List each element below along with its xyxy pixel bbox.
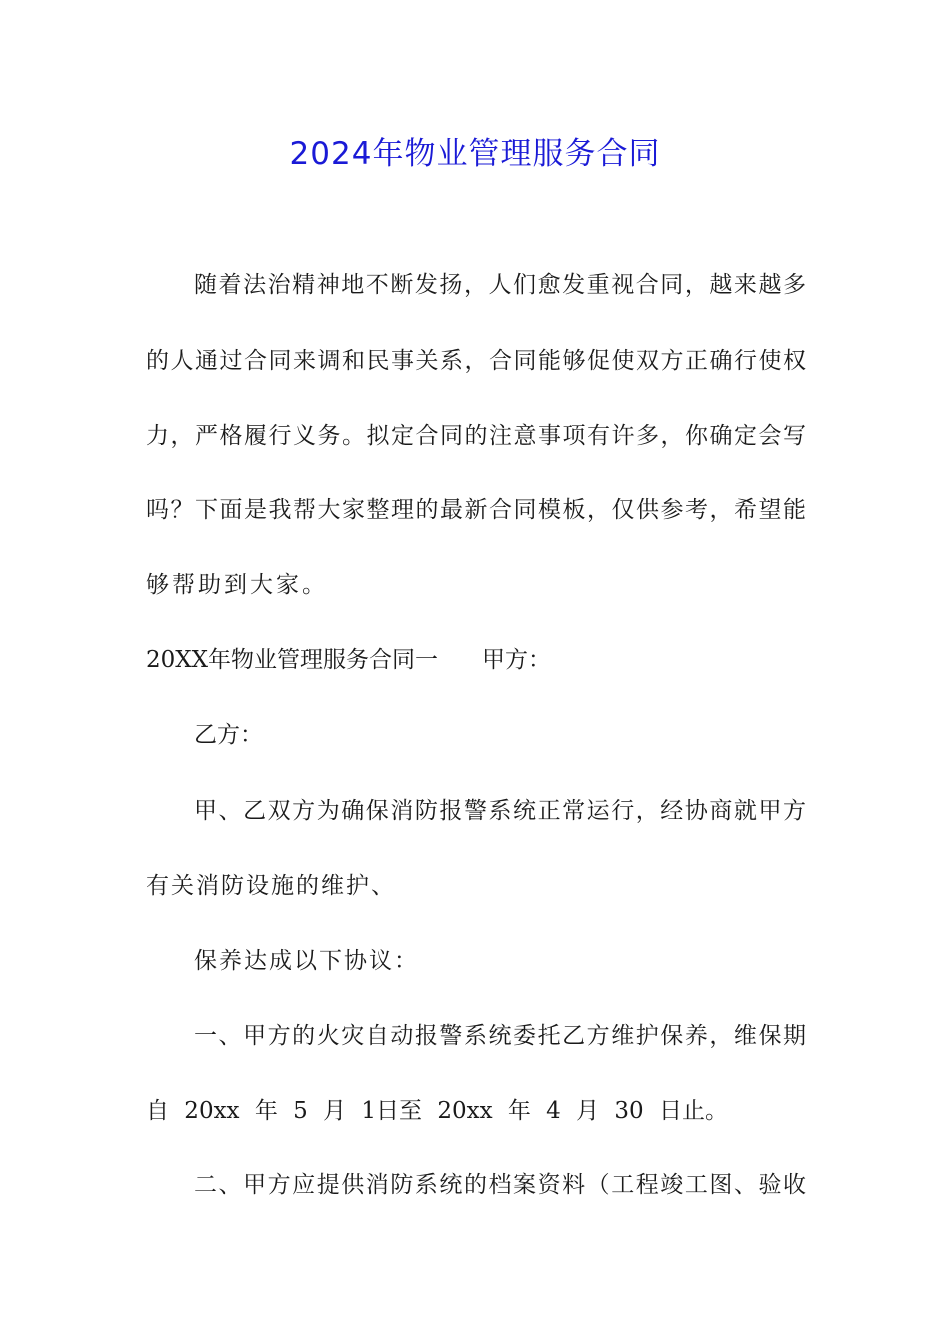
agreement-line-3: 保养达成以下协议： [194,948,419,974]
contract-heading-line [146,645,806,675]
agreement-line-2: 有关消防设施的维护、 [146,873,396,899]
clause-1-line-2: 自 20xx 年 5 月 1日至 20xx 年 4 月 30 日止。 [146,1098,729,1124]
party-b-label: 乙方： [194,722,263,748]
contract-heading: 20XX年物业管理服务合同一 [146,647,439,673]
intro-line-2: 的人通过合同来调和民事关系，合同能够促使双方正确行使权 [146,348,806,374]
document-title: 2024年物业管理服务合同 [289,136,661,172]
intro-line-5: 够帮助到大家。 [146,572,328,598]
clause-1-line-1: 一、甲方的火灾自动报警系统委托乙方维护保养，维保期 [194,1023,806,1049]
intro-line-3: 力，严格履行义务。拟定合同的注意事项有许多，你确定会写 [146,423,806,449]
clause-2-line-1: 二、甲方应提供消防系统的档案资料（工程竣工图、验收 [194,1172,806,1198]
agreement-line-1: 甲、乙双方为确保消防报警系统正常运行，经协商就甲方 [194,798,806,824]
intro-line-4: 吗？下面是我帮大家整理的最新合同模板，仅供参考，希望能 [146,497,806,523]
intro-line-1: 随着法治精神地不断发扬，人们愈发重视合同，越来越多 [194,272,806,298]
party-a-label: 甲方： [482,647,552,673]
